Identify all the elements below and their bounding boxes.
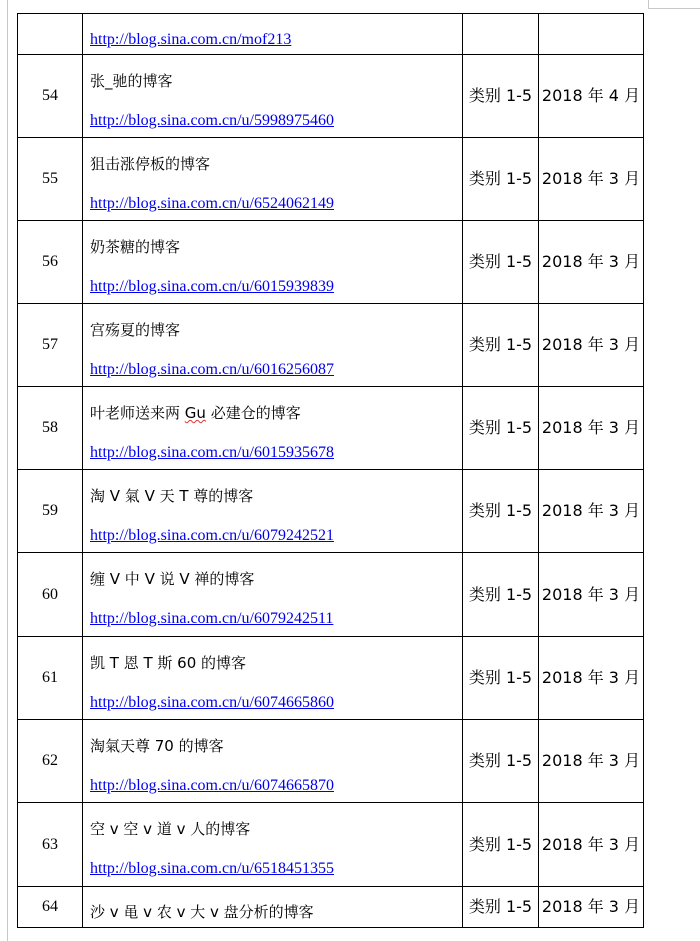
blog-cell xyxy=(83,304,463,387)
date-cell: 2018 年 3 月 xyxy=(539,803,644,887)
blog-url-link[interactable]: http://blog.sina.com.cn/u/6015939839 xyxy=(90,278,334,295)
table-row xyxy=(18,720,644,803)
blog-url-link[interactable]: http://blog.sina.com.cn/u/6524062149 xyxy=(90,195,334,212)
category-cell: 类别 1-5 xyxy=(463,55,539,138)
blog-name: 淘氣天尊 70 的博客 xyxy=(90,737,224,755)
blog-url-link[interactable]: http://blog.sina.com.cn/u/6015935678 xyxy=(90,444,334,461)
date-cell: 2018 年 3 月 xyxy=(539,387,644,470)
date-cell: 2018 年 3 月 xyxy=(539,221,644,304)
table-row xyxy=(18,138,644,221)
blog-cell xyxy=(83,720,463,803)
row-number-cell: 62 xyxy=(18,720,83,803)
blog-cell xyxy=(83,470,463,553)
page-edge-right xyxy=(648,0,649,8)
row-number-cell: 63 xyxy=(18,803,83,887)
row-number-cell xyxy=(18,14,83,55)
blog-url-link[interactable]: http://blog.sina.com.cn/u/6074665860 xyxy=(90,694,334,711)
category-cell: 类别 1-5 xyxy=(463,304,539,387)
table-row xyxy=(18,14,644,55)
blog-name: 凯 T 恩 T 斯 60 的博客 xyxy=(90,654,247,672)
table-row xyxy=(18,470,644,553)
row-number-cell: 60 xyxy=(18,553,83,637)
blog-cell xyxy=(83,387,463,470)
blog-name: 沙 v 黾 v 农 v 大 v 盘分析的博客 xyxy=(90,903,314,921)
category-cell: 类别 1-5 xyxy=(463,387,539,470)
blog-list-table xyxy=(17,13,644,928)
blog-name: 缠 V 中 V 说 V 禅的博客 xyxy=(90,570,255,588)
date-cell: 2018 年 3 月 xyxy=(539,637,644,720)
date-cell: 2018 年 3 月 xyxy=(539,887,644,928)
table-row xyxy=(18,387,644,470)
category-cell: 类别 1-5 xyxy=(463,470,539,553)
category-cell: 类别 1-5 xyxy=(463,803,539,887)
date-cell: 2018 年 3 月 xyxy=(539,470,644,553)
date-cell: 2018 年 3 月 xyxy=(539,553,644,637)
spellcheck-flagged-word: Gu xyxy=(184,404,206,422)
blog-name: 空 v 空 v 道 v 人的博客 xyxy=(90,820,251,838)
blog-name-suffix: 必建仓的博客 xyxy=(205,404,301,422)
blog-name: 淘 V 氣 V 天 T 尊的博客 xyxy=(90,487,254,505)
row-number-cell: 61 xyxy=(18,637,83,720)
blog-cell xyxy=(83,887,463,928)
blog-url-link[interactable]: http://blog.sina.com.cn/mof213 xyxy=(90,31,292,48)
date-cell: 2018 年 4 月 xyxy=(539,55,644,138)
blog-name-prefix: 叶老师送来两 xyxy=(90,404,185,422)
table-row xyxy=(18,304,644,387)
page-edge-right-corner xyxy=(648,8,700,9)
category-cell xyxy=(463,14,539,55)
blog-url-link[interactable]: http://blog.sina.com.cn/u/6079242521 xyxy=(90,527,334,544)
blog-url-link[interactable]: http://blog.sina.com.cn/u/6079242511 xyxy=(90,610,334,627)
date-cell: 2018 年 3 月 xyxy=(539,304,644,387)
table-row xyxy=(18,55,644,138)
date-cell: 2018 年 3 月 xyxy=(539,138,644,221)
blog-url-link[interactable]: http://blog.sina.com.cn/u/5998975460 xyxy=(90,112,334,129)
blog-name: 狙击涨停板的博客 xyxy=(90,155,211,173)
blog-name: 张_驰的博客 xyxy=(90,72,173,90)
table-row xyxy=(18,887,644,928)
blog-url-link[interactable]: http://blog.sina.com.cn/u/6074665870 xyxy=(90,777,334,794)
table-row xyxy=(18,637,644,720)
category-cell: 类别 1-5 xyxy=(463,221,539,304)
blog-cell xyxy=(83,637,463,720)
blog-cell xyxy=(83,553,463,637)
blog-name: 奶茶糖的博客 xyxy=(90,238,181,256)
category-cell: 类别 1-5 xyxy=(463,887,539,928)
blog-cell xyxy=(83,138,463,221)
category-cell: 类别 1-5 xyxy=(463,637,539,720)
category-cell: 类别 1-5 xyxy=(463,720,539,803)
table-row xyxy=(18,221,644,304)
blog-cell xyxy=(83,14,463,55)
blog-name: 宫殇夏的博客 xyxy=(90,321,181,339)
blog-name xyxy=(90,404,462,422)
row-number-cell: 56 xyxy=(18,221,83,304)
blog-url-link[interactable]: http://blog.sina.com.cn/u/6016256087 xyxy=(90,361,334,378)
category-cell: 类别 1-5 xyxy=(463,138,539,221)
table-row xyxy=(18,803,644,887)
category-cell: 类别 1-5 xyxy=(463,553,539,637)
row-number-cell: 59 xyxy=(18,470,83,553)
date-cell: 2018 年 3 月 xyxy=(539,720,644,803)
date-cell xyxy=(539,14,644,55)
blog-cell xyxy=(83,55,463,138)
row-number-cell: 64 xyxy=(18,887,83,928)
row-number-cell: 55 xyxy=(18,138,83,221)
row-number-cell: 54 xyxy=(18,55,83,138)
blog-cell xyxy=(83,221,463,304)
page-edge-left xyxy=(7,0,8,941)
row-number-cell: 58 xyxy=(18,387,83,470)
row-number-cell: 57 xyxy=(18,304,83,387)
blog-url-link[interactable]: http://blog.sina.com.cn/u/6518451355 xyxy=(90,860,334,877)
table-row xyxy=(18,553,644,637)
blog-cell xyxy=(83,803,463,887)
